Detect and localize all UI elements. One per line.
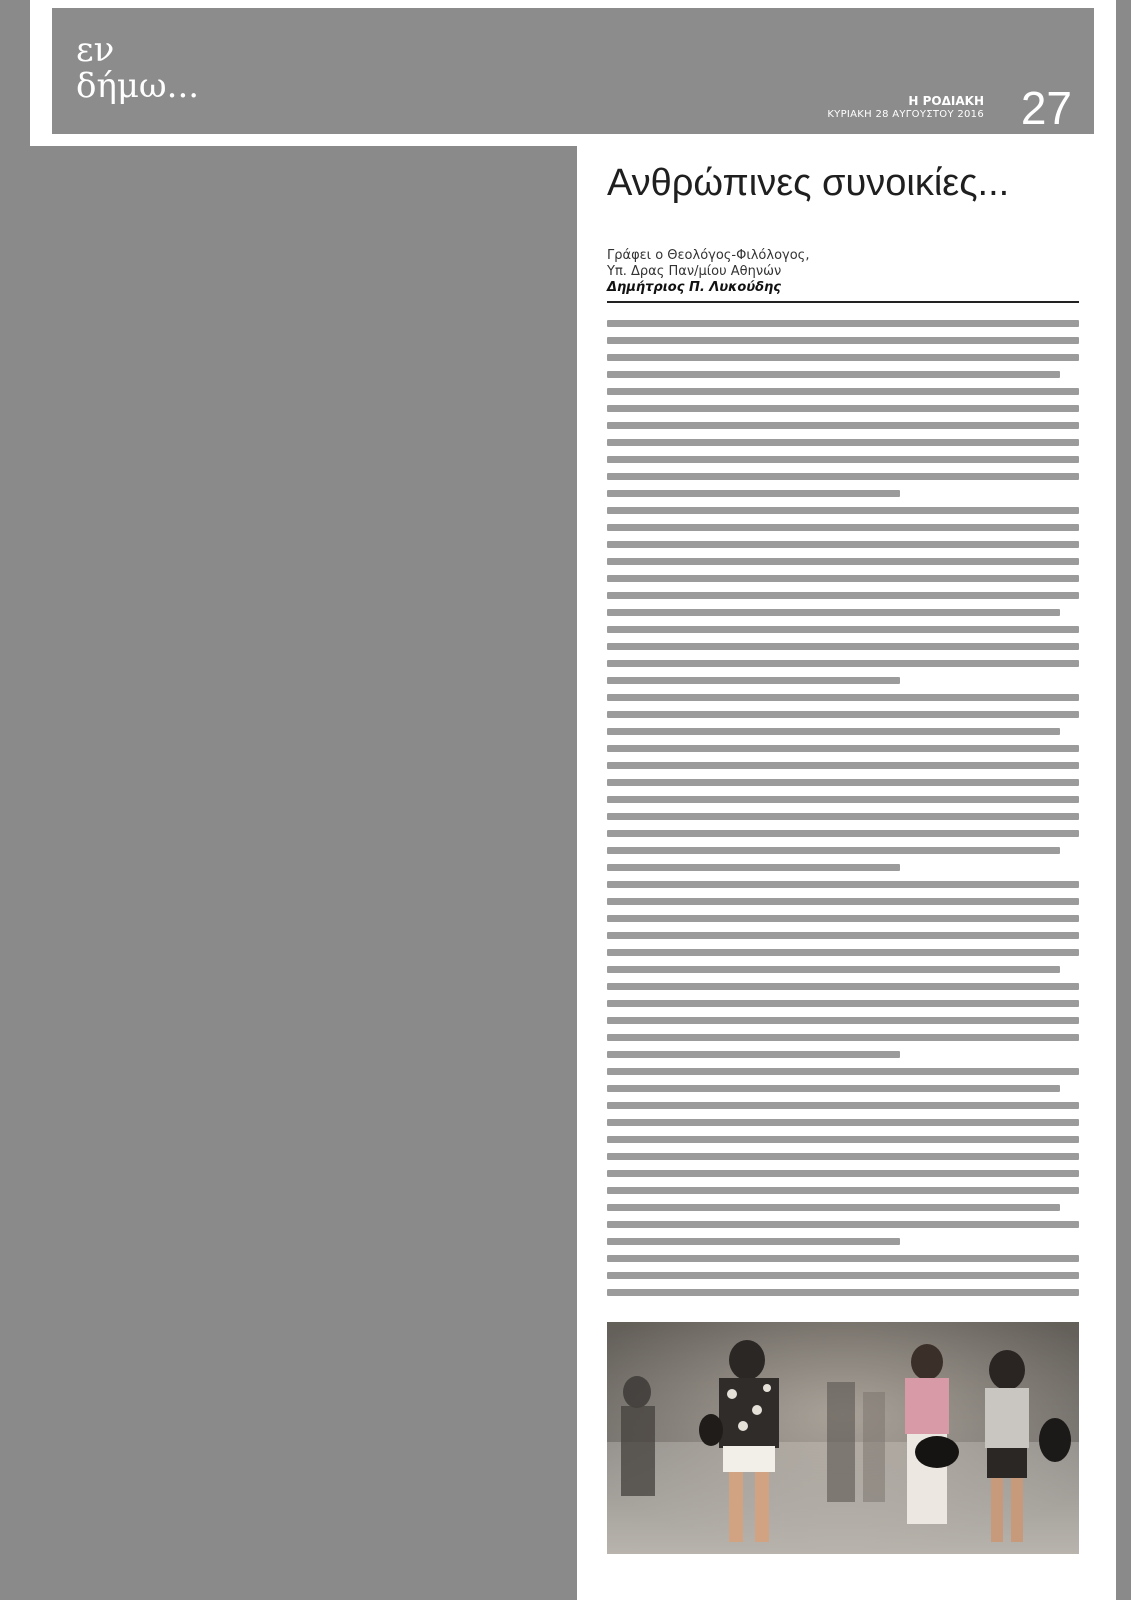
byline-rule xyxy=(607,301,1079,303)
photo-person-far-right xyxy=(989,1350,1025,1390)
byline-role: Γράφει ο Θεολόγος-Φιλόλογος, xyxy=(607,248,810,263)
body-text-line xyxy=(607,1204,1060,1211)
photo-person-right xyxy=(911,1344,943,1380)
body-text-line xyxy=(607,473,1079,480)
body-text-line xyxy=(607,966,1060,973)
body-text-line xyxy=(607,1119,1079,1126)
body-text-line xyxy=(607,1051,900,1058)
body-text-line xyxy=(607,609,1060,616)
body-text-line xyxy=(607,847,1060,854)
body-text-line xyxy=(607,660,1079,667)
article-headline: Ανθρώπινες συνοικίες... xyxy=(607,162,1010,204)
body-text-line xyxy=(607,932,1079,939)
body-text-line xyxy=(607,813,1079,820)
body-text-line xyxy=(607,1170,1079,1177)
body-text-line xyxy=(607,983,1079,990)
newspaper-name: Η ΡΟΔΙΑΚΗ xyxy=(908,94,984,108)
body-text-line xyxy=(607,694,1079,701)
body-text-line xyxy=(607,439,1079,446)
body-text-line xyxy=(607,1153,1079,1160)
body-text-line xyxy=(607,796,1079,803)
body-text-line xyxy=(607,643,1079,650)
body-text-line xyxy=(607,915,1079,922)
body-text-line xyxy=(607,762,1079,769)
body-text-line xyxy=(607,1000,1079,1007)
body-text-line xyxy=(607,405,1079,412)
body-text-line xyxy=(607,320,1079,327)
body-text-line xyxy=(607,1272,1079,1279)
body-text-line xyxy=(607,1238,900,1245)
body-text-line xyxy=(607,898,1079,905)
body-text-line xyxy=(607,864,900,871)
body-text-line xyxy=(607,456,1079,463)
body-text-line xyxy=(607,677,900,684)
body-text-line xyxy=(607,1255,1079,1262)
body-text-line xyxy=(607,1068,1079,1075)
body-text-line xyxy=(607,371,1060,378)
body-text-line xyxy=(607,1289,1079,1296)
body-text-line xyxy=(607,1221,1079,1228)
page-number: 27 xyxy=(1020,82,1072,134)
body-text-line xyxy=(607,575,1079,582)
body-text-line xyxy=(607,779,1079,786)
body-text-line xyxy=(607,830,1079,837)
body-text-line xyxy=(607,541,1079,548)
body-text-line xyxy=(607,1187,1079,1194)
byline-author: Δημήτριος Π. Λυκούδης xyxy=(607,280,781,295)
body-text-line xyxy=(607,490,900,497)
body-text-line xyxy=(607,388,1079,395)
body-text-line xyxy=(607,881,1079,888)
photo-person-center xyxy=(729,1340,765,1380)
body-text-line xyxy=(607,422,1079,429)
body-text-line xyxy=(607,1034,1079,1041)
body-text-line xyxy=(607,1136,1079,1143)
body-text-line xyxy=(607,558,1079,565)
body-text-line xyxy=(607,1085,1060,1092)
body-text-line xyxy=(607,745,1079,752)
body-text-line xyxy=(607,1017,1079,1024)
section-label: εν δήμω... xyxy=(76,30,200,106)
photo-person-left xyxy=(623,1376,651,1408)
body-text-line xyxy=(607,507,1079,514)
crowd-walking-photo xyxy=(607,1322,1079,1554)
article-column xyxy=(577,146,1116,1600)
body-text-line xyxy=(607,592,1079,599)
article-byline xyxy=(607,248,1079,296)
body-text-line xyxy=(607,949,1079,956)
body-text-line xyxy=(607,711,1079,718)
page-header xyxy=(52,8,1094,134)
body-text-line xyxy=(607,626,1079,633)
body-text-line xyxy=(607,524,1079,531)
empty-gray-panel xyxy=(0,146,577,1600)
body-text-line xyxy=(607,354,1079,361)
body-text-line xyxy=(607,337,1079,344)
body-text-line xyxy=(607,1102,1079,1109)
body-text-line xyxy=(607,728,1060,735)
page-info xyxy=(827,94,984,122)
byline-affiliation: Υπ. Δρας Παν/μίου Αθηνών xyxy=(607,264,782,279)
article-body xyxy=(607,316,1079,1476)
issue-date: ΚΥΡΙΑΚΗ 28 ΑΥΓΟΥΣΤΟΥ 2016 xyxy=(827,109,984,120)
